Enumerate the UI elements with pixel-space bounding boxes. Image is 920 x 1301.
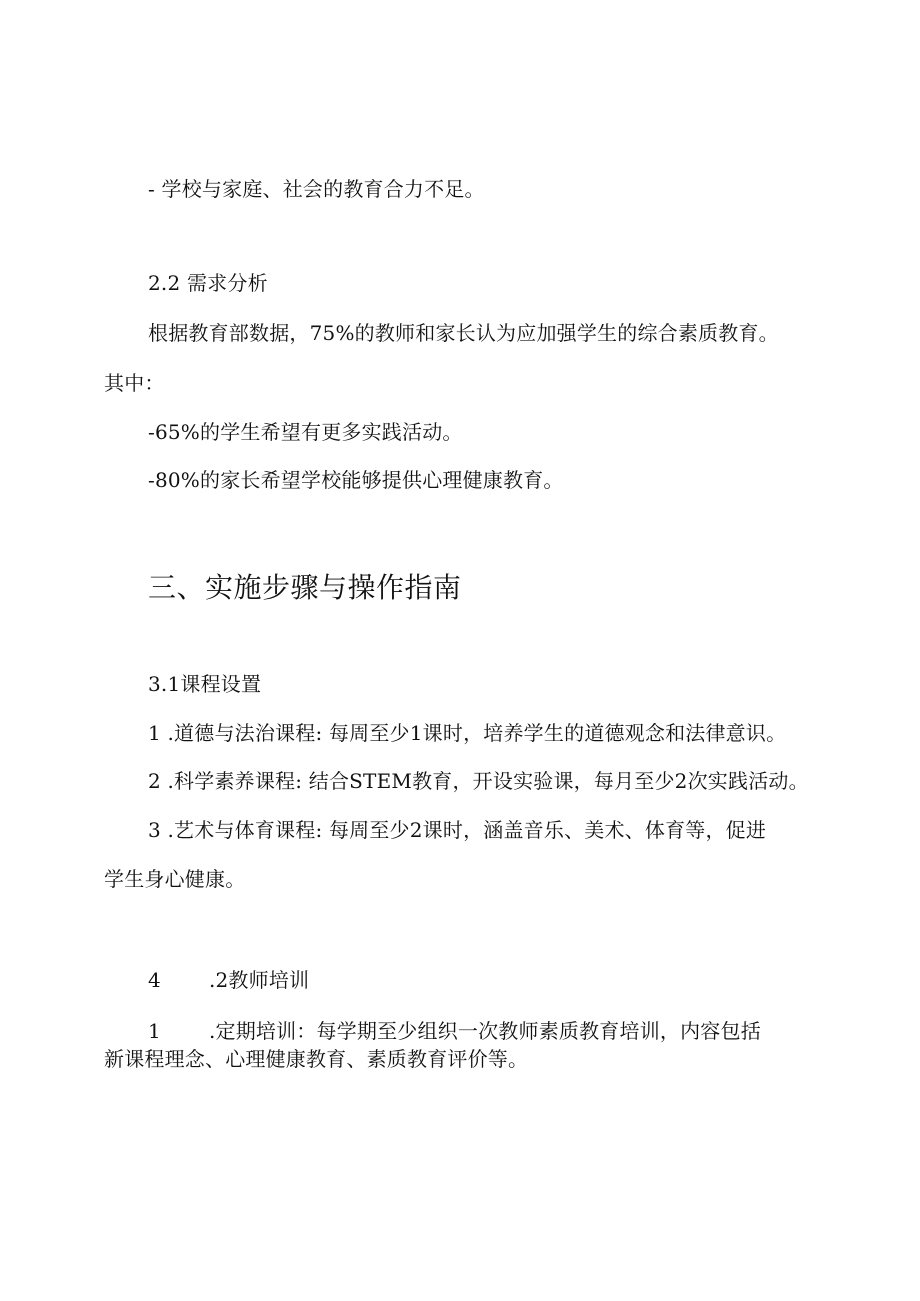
bullet-students-practice: -65%的学生希望有更多实践活动。 — [148, 420, 463, 444]
course-item-2 — [148, 767, 809, 795]
course-item-text: .道德与法治课程: 每周至少1课时，培养学生的道德观念和法律意识。 — [167, 721, 787, 745]
course-item-number: 1 — [148, 721, 161, 745]
course-item-3 — [148, 816, 766, 844]
bullet-parents-mental-health: -80%的家长希望学校能够提供心理健康教育。 — [148, 468, 564, 492]
course-item-number: 3 — [148, 818, 161, 842]
course-item-number: 2 — [148, 769, 161, 793]
course-item-3-continuation: 学生身心健康。 — [104, 867, 246, 891]
course-item-text: .科学素养课程: 结合STEM教育，开设实验课，每月至少2次实践活动。 — [167, 769, 809, 793]
section-3-title: 三、实施步骤与操作指南 — [148, 571, 462, 604]
subheading-text: .2教师培训 — [208, 968, 310, 992]
subheading-teacher-training — [148, 966, 309, 994]
course-item-1 — [148, 719, 786, 747]
training-item-text: .定期培训：每学期至少组织一次教师素质教育培训，内容包括 — [208, 1019, 761, 1043]
subheading-2-2: 2.2 需求分析 — [148, 271, 268, 295]
paragraph-line-1: 根据教育部数据，75%的教师和家长认为应加强学生的综合素质教育。 — [148, 321, 779, 345]
course-item-text: .艺术与体育课程: 每周至少2课时，涵盖音乐、美术、体育等，促进 — [167, 818, 767, 842]
bullet-education-synergy: - 学校与家庭、社会的教育合力不足。 — [148, 177, 485, 201]
training-item-1-continuation: 新课程理念、心理健康教育、素质教育评价等。 — [104, 1047, 529, 1071]
paragraph-line-2: 其中： — [104, 371, 165, 395]
training-item-1 — [148, 1017, 761, 1045]
training-item-number: 1 — [148, 1019, 161, 1043]
subheading-3-1: 3.1课程设置 — [148, 672, 262, 696]
subheading-number: 4 — [148, 968, 161, 992]
